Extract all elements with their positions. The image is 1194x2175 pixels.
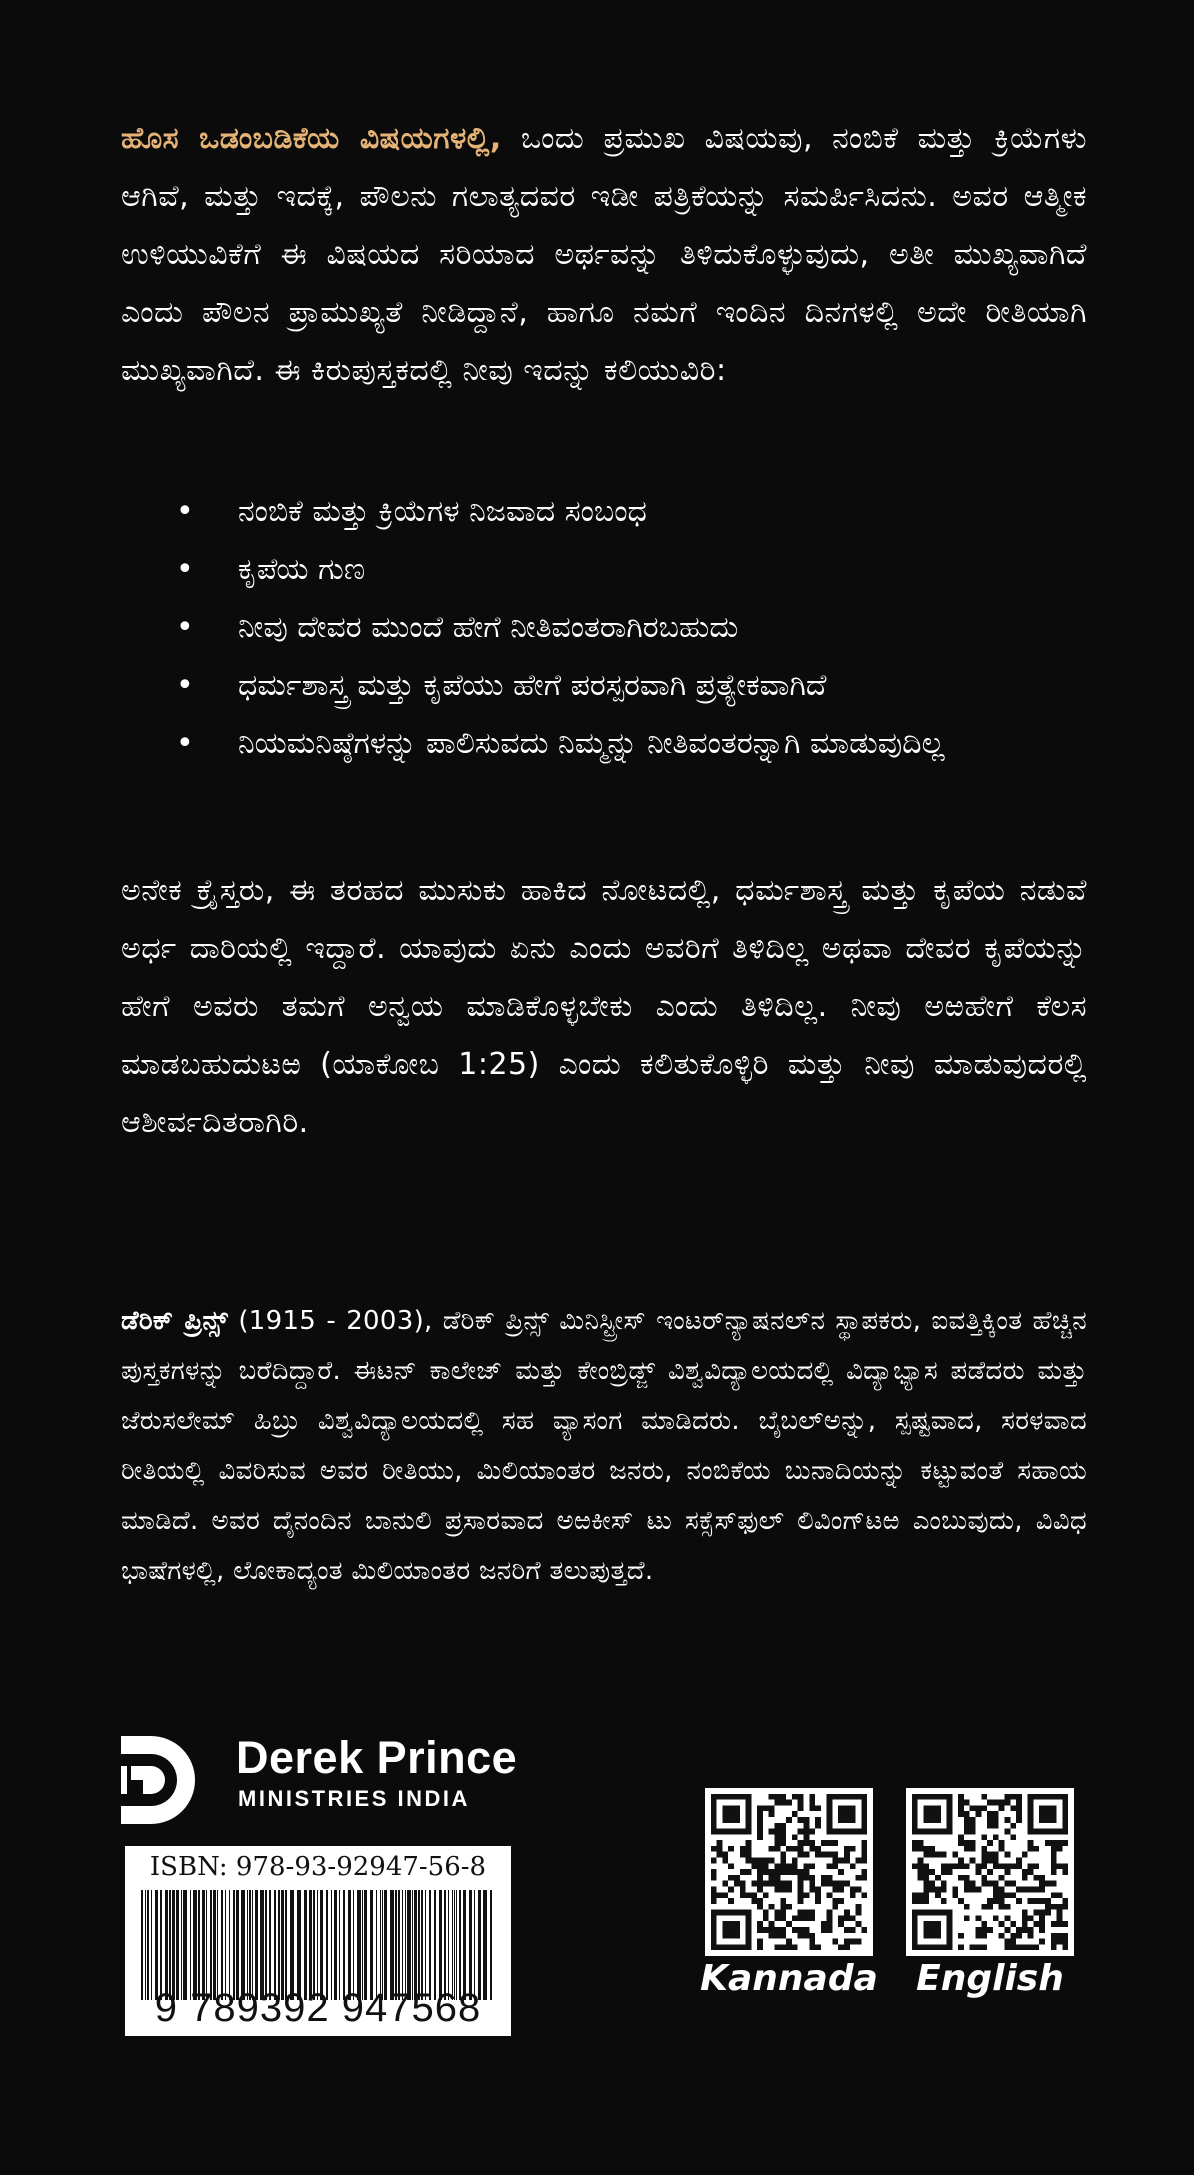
author-bio — [121, 1296, 1087, 1596]
isbn-label: ISBN: 978-93-92947-56-8 — [149, 1852, 487, 1882]
list-item: • ನೀವು ದೇವರ ಮುಂದೆ ಹೇಗೆ ನೀತಿವಂತರಾಗಿರಬಹುದು — [168, 599, 1068, 657]
dpm-logo-icon — [121, 1736, 205, 1824]
author-bio-text: (1915 - 2003), ಡೆರಿಕ್ ಪ್ರಿನ್ಸ್ ಮಿನಿಸ್ಟ್ರೀಸ್ ಇಂಟರ್‌ನ್ಯಾಷನಲ್‌ನ ಸ್ಥಾಪಕರು, ಐವತ್ತಿಕ್ಕಿಂತ ಹೆಚ್ಚಿನ ಪುಸ್ತಕಗಳನ್ನು ಬರೆದಿದ್ದಾರೆ. ಈಟನ್ ಕಾಲೇಜ್ ಮತ್ತು ಕೇಂಬ್ರಿಡ್ಜ್ ವಿಶ್ವವಿದ್ಯಾಲಯದಲ್ಲಿ ವಿದ್ಯಾಭ್ಯಾಸ ಪಡೆದರು ಮತ್ತು ಜೆರುಸಲೇಮ್ ಹಿಬ್ರು ವಿಶ್ವವಿದ್ಯಾಲಯದಲ್ಲಿ ಸಹ ವ್ಯಾಸಂಗ ಮಾಡಿದರು. ಬೈಬಲ್‌ಅನ್ನು, ಸ್ಪಷ್ಟವಾದ, ಸರಳವಾದ ರೀತಿಯಲ್ಲಿ ವಿವರಿಸುವ ಅವರ ರೀತಿಯು, ಮಿಲಿಯಾಂತರ ಜನರು, ನಂಬಿಕೆಯ ಬುನಾದಿಯನ್ನು ಕಟ್ಟುವಂತೆ ಸಹಾಯ ಮಾಡಿದೆ. ಅವರ ದೈನಂದಿನ ಬಾನುಲಿ ಪ್ರಸಾರವಾದ ಅಱಕೀಸ್ ಟು ಸಕ್ಸೆಸ್‌ಫುಲ್ ಲಿವಿಂಗ್‌ಟಱ ಎಂಬುವುದು, ವಿವಿಧ ಭಾಷೆಗಳಲ್ಲಿ, ಲೋಕಾದ್ಯಂತ ಮಿಲಿಯಾಂತರ ಜನರಿಗೆ ತಲುಪುತ್ತದೆ. — [121, 1306, 1087, 1586]
qr-label-kannada: Kannada — [700, 1958, 878, 1999]
second-paragraph: ಅನೇಕ ಕ್ರೈಸ್ತರು, ಈ ತರಹದ ಮುಸುಕು ಹಾಕಿದ ನೋಟದಲ್ಲಿ, ಧರ್ಮಶಾಸ್ತ್ರ ಮತ್ತು ಕೃಪೆಯ ನಡುವೆ ಅರ್ಧ ದಾರಿಯಲ್ಲಿ ಇದ್ದಾರೆ. ಯಾವುದು ಏನು ಎಂದು ಅವರಿಗೆ ತಿಳಿದಿಲ್ಲ ಅಥವಾ ದೇವರ ಕೃಪೆಯನ್ನು ಹೇಗೆ ಅವರು ತಮಗೆ ಅನ್ವಯ ಮಾಡಿಕೊಳ್ಳಬೇಕು ಎಂದು ತಿಳಿದಿಲ್ಲ. ನೀವು ಅಱಹೇಗೆ ಕೆಲಸ ಮಾಡಬಹುದುಟಱ (ಯಾಕೋಬ 1:25) ಎಂದು ಕಲಿತುಕೊಳ್ಳಿರಿ ಮತ್ತು ನೀವು ಮಾಡುವುದರಲ್ಲಿ ಆಶೀರ್ವದಿತರಾಗಿರಿ. — [121, 873, 1087, 1140]
bullet-icon: • — [176, 494, 194, 529]
qr-code-icon — [705, 1788, 873, 1956]
intro-paragraph — [121, 110, 1087, 400]
intro-highlight: ಹೊಸ ಒಡಂಬಡಿಕೆಯ ವಿಷಯಗಳಲ್ಲಿ, — [121, 121, 502, 156]
intro-text: ಒಂದು ಪ್ರಮುಖ ವಿಷಯವು, ನಂಬಿಕೆ ಮತ್ತು ಕ್ರಿಯೆಗಳು ಆಗಿವೆ, ಮತ್ತು ಇದಕ್ಕೆ, ಪೌಲನು ಗಲಾತ್ಯದವರ ಇಡೀ ಪತ್ರಿಕೆಯನ್ನು ಸಮರ್ಪಿಸಿದನು. ಅವರ ಆತ್ಮೀಕ ಉಳಿಯುವಿಕೆಗೆ ಈ ವಿಷಯದ ಸರಿಯಾದ ಅರ್ಥವನ್ನು ತಿಳಿದುಕೊಳ್ಳುವುದು, ಅತೀ ಮುಖ್ಯವಾಗಿದೆ ಎಂದು ಪೌಲನ ಪ್ರಾಮುಖ್ಯತೆ ನೀಡಿದ್ದಾನೆ, ಹಾಗೂ ನಮಗೆ ಇಂದಿನ ದಿನಗಳಲ್ಲಿ ಅದೇ ರೀತಿಯಾಗಿ ಮುಖ್ಯವಾಗಿದೆ. ಈ ಕಿರುಪುಸ್ತಕದಲ್ಲಿ ನೀವು ಇದನ್ನು ಕಲಿಯುವಿರಿ: — [121, 121, 1087, 388]
list-item: • ಕೃಪೆಯ ಗುಣ — [168, 541, 1068, 599]
qr-code-kannada[interactable] — [705, 1788, 873, 1956]
qr-label-english: English — [916, 1958, 1064, 1999]
qr-code-icon — [906, 1788, 1074, 1956]
list-item: • ಧರ್ಮಶಾಸ್ತ್ರ ಮತ್ತು ಕೃಪೆಯು ಹೇಗೆ ಪರಸ್ಪರವಾಗಿ ಪ್ರತ್ಯೇಕವಾಗಿದೆ — [168, 657, 1068, 715]
bullet-icon: • — [176, 726, 194, 761]
isbn-barcode — [125, 1846, 511, 2036]
list-item: • ನಂಬಿಕೆ ಮತ್ತು ಕ್ರಿಯೆಗಳ ನಿಜವಾದ ಸಂಬಂಧ — [168, 483, 1068, 541]
barcode-digits: 9 789392 947568 — [154, 1986, 482, 2030]
topics-list — [168, 483, 1068, 773]
bullet-icon: • — [176, 610, 194, 645]
publisher-subtitle: MINISTRIES INDIA — [238, 1786, 470, 1811]
publisher-logo — [121, 1732, 541, 1822]
author-name: ಡೆರಿಕ್ ಪ್ರಿನ್ಸ್ — [121, 1306, 229, 1336]
publisher-name: Derek Prince — [236, 1732, 518, 1783]
bullet-icon: • — [176, 552, 194, 587]
bullet-icon: • — [176, 668, 194, 703]
barcode-bars — [137, 1890, 499, 2000]
qr-code-english[interactable] — [906, 1788, 1074, 1956]
list-item: • ನಿಯಮನಿಷ್ಠೆಗಳನ್ನು ಪಾಲಿಸುವದು ನಿಮ್ಮನ್ನು ನೀತಿವಂತರನ್ನಾಗಿ ಮಾಡುವುದಿಲ್ಲ — [168, 715, 1068, 773]
